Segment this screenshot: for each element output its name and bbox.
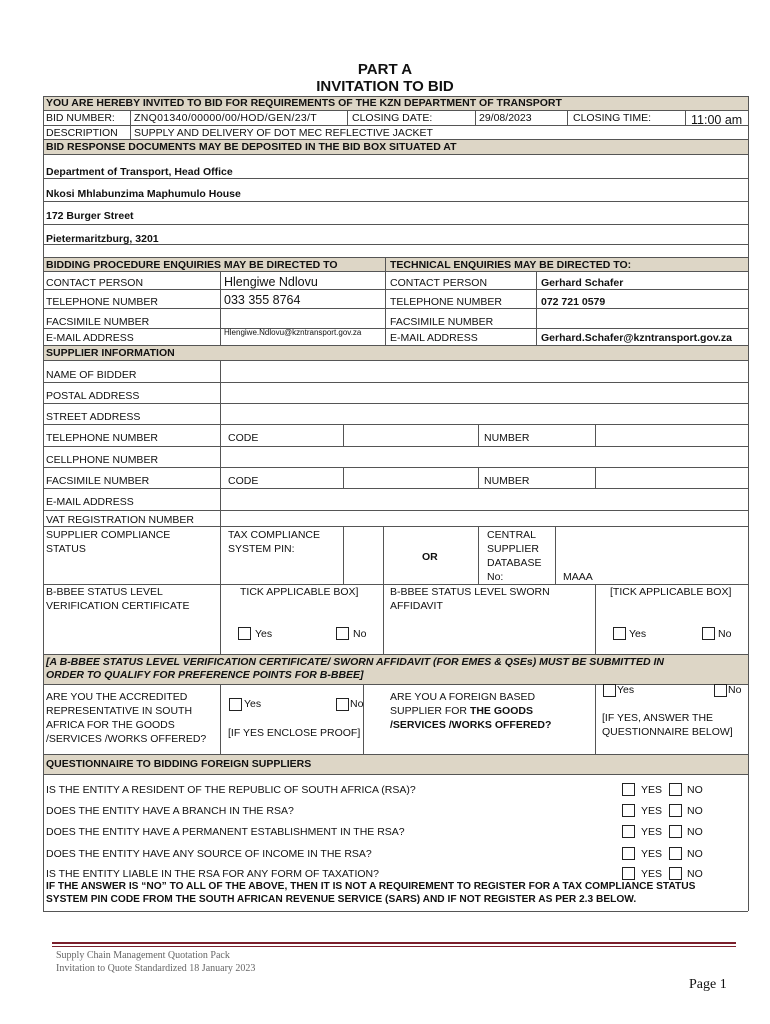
bidding-enquiries-heading: BIDDING PROCEDURE ENQUIRIES MAY BE DIRECTED TO — [46, 259, 338, 271]
resident-no-checkbox[interactable] — [669, 783, 682, 796]
closing-time-label: CLOSING TIME: — [573, 112, 651, 124]
resident-no-label: NO — [687, 784, 703, 796]
description-label: DESCRIPTION — [46, 127, 118, 139]
supplier-email-label: E-MAIL ADDRESS — [46, 496, 134, 508]
tech-contact-value: Gerhard Schafer — [541, 277, 624, 289]
fax-code-label: CODE — [228, 475, 259, 487]
cert-no-checkbox[interactable] — [336, 627, 349, 640]
branch-yes-label: YES — [641, 805, 663, 817]
cellphone-label: CELLPHONE NUMBER — [46, 454, 159, 466]
branch-no-checkbox[interactable] — [669, 804, 682, 817]
establishment-yes-label: YES — [641, 826, 663, 838]
income-yes-checkbox[interactable] — [622, 847, 635, 860]
foreign-no-label: No — [728, 684, 742, 696]
closing-date-value: 29/08/2023 — [479, 112, 532, 124]
compliance-label-2: STATUS — [46, 543, 86, 555]
supplier-info-heading: SUPPLIER INFORMATION — [46, 347, 175, 359]
question-taxation: IS THE ENTITY LIABLE IN THE RSA FOR ANY FORM OF TAXATION? — [46, 868, 379, 880]
foreign-question-1: ARE YOU A FOREIGN BASED — [390, 691, 536, 703]
deposit-line-1: Department of Transport, Head Office — [46, 166, 233, 178]
rep-no-label: No — [350, 698, 364, 710]
rep-question-3: AFRICA FOR THE GOODS — [46, 719, 175, 731]
rep-yes-label: Yes — [244, 698, 262, 710]
tech-contact-label: CONTACT PERSON — [390, 277, 488, 289]
branch-yes-checkbox[interactable] — [622, 804, 635, 817]
cert-yes-label: Yes — [255, 628, 273, 640]
compliance-label-1: SUPPLIER COMPLIANCE — [46, 529, 171, 541]
income-no-checkbox[interactable] — [669, 847, 682, 860]
resident-yes-label: YES — [641, 784, 663, 796]
footer-line-2: Invitation to Quote Standardized 18 January 2023 — [56, 963, 256, 974]
supplier-telephone-label: TELEPHONE NUMBER — [46, 432, 159, 444]
page-title: INVITATION TO BID — [316, 78, 454, 95]
footer-rule — [52, 942, 736, 944]
footer-line-1: Supply Chain Management Quotation Pack — [56, 950, 230, 961]
income-yes-label: YES — [641, 848, 663, 860]
question-branch: DOES THE ENTITY HAVE A BRANCH IN THE RSA? — [46, 805, 294, 817]
deposit-line-3: 172 Burger Street — [46, 210, 134, 222]
bidding-email-label: E-MAIL ADDRESS — [46, 332, 134, 344]
deposit-line-4: Pietermaritzburg, 3201 — [46, 233, 159, 245]
tax-pin-label-1: TAX COMPLIANCE — [228, 529, 320, 541]
enclose-proof-note: [IF YES ENCLOSE PROOF] — [228, 727, 361, 739]
tech-telephone-value: 072 721 0579 — [541, 296, 606, 308]
bbbee-affidavit-label-2: AFFIDAVIT — [390, 600, 443, 612]
foreign-no-checkbox[interactable] — [714, 684, 727, 697]
affidavit-no-label: No — [718, 628, 732, 640]
bidding-telephone-value: 033 355 8764 — [224, 293, 301, 307]
tech-email-value: Gerhard.Schafer@kzntransport.gov.za — [541, 332, 732, 344]
cert-no-label: No — [353, 628, 367, 640]
bidding-contact-label: CONTACT PERSON — [46, 277, 144, 289]
footer-rule-thin — [52, 946, 736, 947]
taxation-yes-label: YES — [641, 868, 663, 880]
resident-yes-checkbox[interactable] — [622, 783, 635, 796]
establishment-no-checkbox[interactable] — [669, 825, 682, 838]
csd-label-2: SUPPLIER — [487, 543, 539, 555]
establishment-yes-checkbox[interactable] — [622, 825, 635, 838]
fax-number-label: NUMBER — [484, 475, 530, 487]
maaa-prefix: MAAA — [563, 571, 593, 583]
telephone-number-label: NUMBER — [484, 432, 530, 444]
csd-label-1: CENTRAL — [487, 529, 537, 541]
invitation-heading: YOU ARE HEREBY INVITED TO BID FOR REQUIREMENTS OF THE KZN DEPARTMENT OF TRANSPORT — [46, 97, 562, 109]
csd-label-3: DATABASE — [487, 557, 542, 569]
branch-no-label: NO — [687, 805, 703, 817]
part-label: PART A — [357, 61, 413, 78]
question-establishment: DOES THE ENTITY HAVE A PERMANENT ESTABLISHMENT IN THE RSA? — [46, 826, 405, 838]
street-address-label: STREET ADDRESS — [46, 411, 141, 423]
bbbee-cert-label-1: B-BBEE STATUS LEVEL — [46, 586, 163, 598]
answer-questionnaire-note-2: QUESTIONNAIRE BELOW] — [602, 726, 733, 738]
deposit-heading: BID RESPONSE DOCUMENTS MAY BE DEPOSITED IN THE BID BOX SITUATED AT — [46, 141, 457, 153]
description-value: SUPPLY AND DELIVERY OF DOT MEC REFLECTIVE JACKET — [134, 127, 433, 139]
bidding-email-value: Hlengiwe.Ndlovu@kzntransport.gov.za — [224, 328, 362, 337]
taxation-yes-checkbox[interactable] — [622, 867, 635, 880]
foreign-yes-label: Yes — [617, 684, 635, 696]
answer-questionnaire-note-1: [IF YES, ANSWER THE — [602, 712, 714, 724]
questionnaire-heading: QUESTIONNAIRE TO BIDDING FOREIGN SUPPLIERS — [46, 758, 312, 770]
foreign-question-3: /SERVICES /WORKS OFFERED? — [390, 719, 552, 731]
bbbee-notice-line-2: ORDER TO QUALIFY FOR PREFERENCE POINTS FOR B-BBEE] — [46, 669, 364, 681]
taxation-no-label: NO — [687, 868, 703, 880]
rep-yes-checkbox[interactable] — [229, 698, 242, 711]
bidding-telephone-label: TELEPHONE NUMBER — [46, 296, 159, 308]
tech-telephone-label: TELEPHONE NUMBER — [390, 296, 503, 308]
bid-number-value: ZNQ01340/00000/00/HOD/GEN/23/T — [134, 112, 317, 124]
postal-address-label: POSTAL ADDRESS — [46, 390, 140, 402]
questionnaire-note-1: IF THE ANSWER IS “NO” TO ALL OF THE ABOVE, THEN IT IS NOT A REQUIREMENT TO REGISTER FOR A TAX COMPLIANCE STATUS — [46, 881, 696, 892]
technical-enquiries-heading: TECHNICAL ENQUIRIES MAY BE DIRECTED TO: — [390, 259, 632, 271]
or-label: OR — [422, 551, 438, 563]
question-income: DOES THE ENTITY HAVE ANY SOURCE OF INCOME IN THE RSA? — [46, 848, 372, 860]
tech-fax-label: FACSIMILE NUMBER — [390, 316, 494, 328]
csd-label-4: No: — [487, 571, 504, 583]
bbbee-affidavit-label-1: B-BBEE STATUS LEVEL SWORN — [390, 586, 550, 598]
bidding-contact-value: Hlengiwe Ndlovu — [224, 275, 318, 289]
bidding-fax-label: FACSIMILE NUMBER — [46, 316, 150, 328]
deposit-line-2: Nkosi Mhlabunzima Maphumulo House — [46, 188, 241, 200]
tech-email-label: E-MAIL ADDRESS — [390, 332, 478, 344]
supplier-fax-label: FACSIMILE NUMBER — [46, 475, 150, 487]
affidavit-yes-checkbox[interactable] — [613, 627, 626, 640]
foreign-yes-checkbox[interactable] — [603, 684, 616, 697]
establishment-no-label: NO — [687, 826, 703, 838]
bbbee-notice-line-1: [A B-BBEE STATUS LEVEL VERIFICATION CERTIFICATE/ SWORN AFFIDAVIT (FOR EMES & QSEs) MUST BE SUBMITTED IN — [46, 656, 664, 668]
cert-yes-checkbox[interactable] — [238, 627, 251, 640]
page-number: Page 1 — [689, 977, 727, 992]
income-no-label: NO — [687, 848, 703, 860]
taxation-no-checkbox[interactable] — [669, 867, 682, 880]
tick-box-label-2: [TICK APPLICABLE BOX] — [610, 586, 732, 598]
rep-question-2: REPRESENTATIVE IN SOUTH — [46, 705, 193, 717]
foreign-question-2: SUPPLIER FOR THE GOODS — [390, 705, 533, 717]
closing-time-value: 11:00 am — [691, 113, 743, 127]
tax-pin-label-2: SYSTEM PIN: — [228, 543, 295, 555]
bbbee-cert-label-2: VERIFICATION CERTIFICATE — [46, 600, 190, 612]
bidder-name-label: NAME OF BIDDER — [46, 369, 137, 381]
questionnaire-note-2: SYSTEM PIN CODE FROM THE SOUTH AFRICAN REVENUE SERVICE (SARS) AND IF NOT REGISTER AS PER 2.3 BELOW. — [46, 894, 637, 905]
rep-question-4: /SERVICES /WORKS OFFERED? — [46, 733, 207, 745]
affidavit-yes-label: Yes — [629, 628, 647, 640]
closing-date-label: CLOSING DATE: — [352, 112, 433, 124]
question-resident: IS THE ENTITY A RESIDENT OF THE REPUBLIC OF SOUTH AFRICA (RSA)? — [46, 784, 416, 796]
rep-no-checkbox[interactable] — [336, 698, 349, 711]
bid-number-label: BID NUMBER: — [46, 112, 115, 124]
tick-box-label: TICK APPLICABLE BOX] — [240, 586, 359, 598]
rep-question-1: ARE YOU THE ACCREDITED — [46, 691, 188, 703]
vat-number-label: VAT REGISTRATION NUMBER — [46, 514, 194, 526]
telephone-code-label: CODE — [228, 432, 259, 444]
affidavit-no-checkbox[interactable] — [702, 627, 715, 640]
